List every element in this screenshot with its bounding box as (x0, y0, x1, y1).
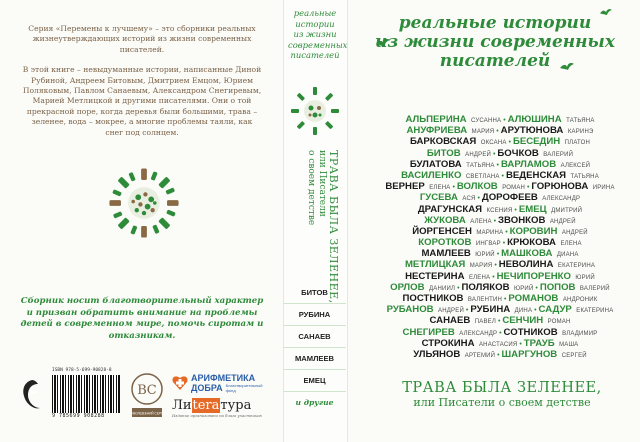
author-row (378, 246, 622, 260)
author-first-name: ЮРИЙ (575, 274, 595, 281)
spine-vertical-sub1: или Писатели (317, 150, 327, 217)
author-last-name: НЕСТЕРИНА (405, 270, 465, 282)
author-first-name: ЕКАТЕРИНА (557, 263, 596, 270)
author-first-name: ВАЛЕРИЙ (579, 285, 610, 292)
separator-dot: • (500, 240, 508, 248)
literatura-post: тура (220, 398, 252, 413)
spine-title-line: реальные (293, 8, 337, 18)
author-last-name: ЖУКОВА (424, 214, 466, 226)
literatura-pre: Ли (172, 398, 192, 413)
front-title-line: писателей (439, 51, 551, 71)
separator-dot: • (501, 117, 508, 124)
author-row (378, 325, 622, 336)
separator-dot: • (499, 172, 506, 180)
author-last-name: КОРОТКОВ (418, 237, 472, 249)
author-first-name: ОКСАНА (480, 140, 507, 147)
author-first-name: АРТЕМИЙ (464, 352, 496, 359)
author-first-name: ТАТЬЯНА (566, 118, 595, 124)
author-last-name: АЛЬПЕРИНА (405, 114, 467, 125)
author-first-name: ДИНА (514, 308, 533, 315)
author-last-name: ПОСТНИКОВ (402, 293, 464, 304)
author-first-name: ДИАНА (556, 252, 579, 259)
author-last-name: ВАРЛАМОВ (500, 158, 557, 170)
author-last-name: АНУФРИЕВА (406, 125, 468, 137)
author-last-name: СОТНИКОВ (503, 326, 558, 338)
author-first-name: ДМИТРИЙ (551, 207, 583, 214)
separator-dot: • (494, 128, 501, 136)
barcode-number: 9 785699 908288 (52, 413, 105, 419)
author-first-name: МАША (559, 341, 579, 348)
author-first-name: ПАВЕЛ (474, 319, 497, 326)
author-first-name: АНДРЕЙ (561, 229, 588, 236)
author-last-name: СЕНЧИН (502, 315, 544, 327)
separator-dot: • (475, 195, 482, 203)
spine-author: ЕМЕЦ (283, 370, 346, 392)
author-last-name: НЕВОЛИНА (498, 259, 554, 271)
spine-author: БИТОВ (283, 282, 346, 304)
author-last-name: ВАСИЛЕНКО (401, 169, 462, 181)
author-first-name: ВЛАДИМИР (562, 330, 598, 337)
isbn-block (52, 368, 124, 430)
front-bottom-sub: или Писатели о своем детстве (413, 396, 591, 409)
author-last-name: КРЮКОВА (507, 237, 556, 249)
author-first-name: ДАНИИЛ (429, 285, 456, 292)
author-last-name: МЕТЛИЦКАЯ (404, 259, 466, 271)
author-last-name: СНЕГИРЕВ (402, 326, 455, 338)
spine-author: САНАЕВ (283, 326, 346, 348)
separator-dot: • (491, 217, 499, 225)
author-first-name: КСЕНИЯ (486, 207, 513, 214)
spine-title (288, 8, 348, 61)
author-last-name: БЕСЕДИН (512, 136, 561, 148)
separator-dot: • (506, 139, 513, 147)
separator-dot: • (502, 296, 509, 303)
author-last-name: САНАЕВ (429, 315, 471, 327)
separator-dot: • (497, 329, 504, 337)
author-last-name: САДУР (538, 304, 572, 316)
spine-sun-logo (290, 86, 340, 136)
author-row (378, 291, 622, 302)
spine-title-line: из жизни (293, 29, 337, 39)
author-row (378, 123, 622, 137)
literatura-highlight: tera (192, 398, 220, 413)
front-title (370, 14, 620, 71)
author-last-name: УЛЬЯНОВ (413, 348, 461, 360)
separator-dot: • (463, 307, 471, 315)
author-last-name: ТРАУБ (523, 337, 555, 349)
spine-vertical-main: ТРАВА БЫЛА ЗЕЛЕНЕЕ, (327, 150, 340, 304)
author-first-name: ВАЛЕНТИН (467, 297, 503, 303)
spine-authors (283, 282, 346, 413)
author-row (378, 179, 622, 193)
author-last-name: ВЕРНЕР (385, 181, 425, 193)
author-first-name: АЛЕНА (470, 218, 492, 225)
spine-title-line: истории (295, 18, 335, 29)
literatura-logo (172, 398, 280, 428)
separator-dot: • (494, 161, 501, 169)
author-last-name: БАРКОВСКАЯ (409, 136, 477, 148)
back-description (22, 24, 262, 148)
publisher-emblem-sub: ООО «ВОЛШЕБНИЙ СЕРГЕЕВ» (123, 411, 171, 416)
author-first-name: СВЕТЛАНА (465, 173, 500, 180)
author-first-name: ЕЛЕНА (468, 274, 491, 281)
bird-icon (600, 8, 612, 17)
separator-dot: • (496, 318, 503, 326)
author-last-name: ВОЛКОВ (456, 181, 498, 193)
separator-dot: • (525, 184, 532, 192)
author-first-name: КАРИНЭ (567, 129, 594, 136)
spine-vertical-sub2: о своем детстве (306, 150, 316, 226)
authors-list (378, 112, 622, 358)
author-row (378, 224, 622, 235)
author-row (378, 280, 622, 291)
author-last-name: БОЧКОВ (497, 147, 539, 159)
separator-dot: • (503, 228, 510, 236)
spine-title-line: современных (288, 39, 348, 50)
author-last-name: МАШКОВА (501, 248, 553, 260)
author-last-name: РОМАНОВ (508, 293, 559, 304)
arifmetika-dobra-logo (172, 373, 268, 395)
separator-dot: • (455, 284, 462, 292)
author-last-name: МАМЛЕЕВ (421, 248, 471, 260)
front-bottom-main: ТРАВА БЫЛА ЗЕЛЕНЕЕ, (402, 380, 602, 396)
bird-icon (560, 62, 574, 72)
author-last-name: БУЛАТОВА (409, 158, 462, 170)
separator-dot: • (533, 284, 540, 292)
author-first-name: ТАТЬЯНА (466, 162, 495, 169)
publisher-emblem-text: ВС (137, 383, 157, 398)
author-first-name: МАРИЯ (471, 129, 495, 136)
publisher-emblem (123, 372, 171, 422)
author-last-name: ЗВОНКОВ (498, 214, 546, 226)
author-last-name: ЙОРГЕНСЕН (412, 225, 472, 237)
separator-dot: • (512, 206, 519, 214)
separator-dot: • (494, 251, 502, 259)
author-last-name: ВЕДЕНСКАЯ (505, 169, 567, 181)
spine-title-line: писателей (290, 50, 340, 60)
author-last-name: РУБИНА (470, 304, 511, 316)
author-first-name: ЕЛЕНА (560, 241, 582, 248)
author-last-name: РУБАНОВ (386, 304, 434, 316)
arifmetika-title-2: ДОБРА (191, 383, 223, 393)
heart-plus-icon (172, 373, 188, 391)
author-first-name: АНДРЕЙ (549, 218, 576, 225)
author-row (378, 157, 622, 168)
author-row (378, 347, 622, 358)
separator-dot: • (495, 351, 502, 359)
author-last-name: АЛЮШИНА (507, 114, 562, 125)
charity-statement: Сборник носит благотворительный характер и призван обратить внимание на проблемы детей в современном мире, помочь сиротам и отказникам. (20, 296, 264, 341)
author-last-name: ДРАГУНСКАЯ (417, 203, 483, 215)
literatura-sub: Издание организовано на благо участников (172, 413, 262, 418)
separator-dot: • (492, 262, 499, 270)
sun-flower-logo (108, 167, 180, 239)
author-row (378, 269, 622, 280)
back-paragraph-2: В этой книге – невыдуманные истории, написанные Диной Рубиной, Андреем Битовым, Дмитрием Емцом, Юрием Поляковым, Павлом Санаевым, Александром Снегиревым, Марией Метлицкой и другими писателями. Они о той прекрасной поре, когда деревья были большими, трава – зеленее, вода – мокрее, а многие проблемы таяли, как снег под солнцем. (22, 65, 262, 137)
author-first-name: ПЛАТОН (564, 140, 591, 147)
separator-dot: • (450, 184, 457, 192)
author-row (378, 112, 622, 123)
author-first-name: ЮРИЙ (475, 252, 495, 259)
author-last-name: НЕЧИПОРЕНКО (496, 270, 571, 282)
author-first-name: АНАСТАСИЯ (478, 341, 518, 348)
separator-dot: • (532, 307, 539, 315)
author-last-name: ШАРГУНОВ (501, 348, 558, 360)
back-paragraph-1: Серия «Перемены к лучшему» – это сборники реальных жизнеутверждающих историй из жизни современных писателей. (28, 24, 256, 54)
author-first-name: РОМАН (547, 319, 571, 326)
author-first-name: ЕКАТЕРИНА (576, 308, 614, 315)
author-first-name: АЛЕКСАНДР (542, 196, 581, 203)
author-last-name: ДОРОФЕЕВ (481, 192, 538, 204)
author-row (378, 202, 622, 213)
author-first-name: ВАЛЕРИЙ (543, 151, 574, 158)
front-book-title (380, 380, 624, 409)
author-row (378, 213, 622, 224)
author-first-name: СЕРГЕЙ (561, 352, 587, 359)
spine-author-others: и другие (295, 398, 334, 407)
author-first-name: МАРИНА (476, 229, 504, 236)
front-title-line: реальные истории (398, 13, 592, 33)
author-last-name: ГОРЮНОВА (531, 181, 589, 193)
author-row (378, 134, 622, 148)
author-first-name: АСЯ (462, 196, 476, 203)
author-last-name: ЕМЕЦ (518, 203, 547, 215)
author-first-name: РОМАН (502, 185, 526, 192)
publisher-emblem-icon (123, 372, 171, 422)
author-last-name: ПОЛЯКОВ (461, 281, 510, 293)
author-row (378, 302, 622, 316)
author-first-name: СУСАННА (471, 118, 502, 124)
author-last-name: СТРОКИНА (421, 337, 475, 349)
separator-dot: • (490, 273, 497, 281)
author-row (378, 257, 622, 271)
author-first-name: ИНГВАР (475, 241, 501, 248)
author-first-name: АНДРОНИК (562, 297, 598, 303)
author-first-name: АНДРЕЙ (438, 308, 464, 315)
front-title-line: из жизни современных (375, 32, 615, 52)
author-last-name: ОРЛОВ (390, 281, 425, 293)
author-last-name: КОРОВИН (509, 225, 558, 237)
author-first-name: МАРИЯ (469, 263, 493, 270)
author-last-name: ПОПОВ (539, 281, 576, 293)
eksmo-logo-icon (20, 378, 44, 412)
author-last-name: БИТОВ (426, 147, 461, 159)
spine-author: МАМЛЕЕВ (283, 348, 346, 370)
isbn-text: ISBN 978-5-699-90828-8 (52, 368, 112, 373)
arifmetika-sub: Благотворительный фонд (225, 383, 263, 393)
author-last-name: ГУСЕВА (419, 192, 458, 204)
author-first-name: АЛЕКСЕЙ (560, 162, 591, 169)
barcode (52, 375, 120, 413)
separator-dot: • (491, 150, 498, 158)
author-first-name: АЛЕКСАНДР (459, 330, 498, 337)
separator-dot: • (517, 340, 524, 348)
author-first-name: АНДРЕЙ (465, 151, 492, 158)
author-first-name: ЕЛЕНА (429, 185, 451, 192)
author-first-name: ТАТЬЯНА (570, 173, 599, 180)
spine-author: РУБИНА (283, 304, 346, 326)
author-first-name: ИРИНА (592, 185, 615, 192)
bird-icon (376, 38, 390, 48)
author-last-name: АРУТЮНОВА (500, 125, 564, 137)
literatura-title (172, 398, 280, 413)
arifmetika-title: АРИФМЕТИКА (191, 373, 256, 383)
author-first-name: ЮРИЙ (513, 285, 534, 292)
